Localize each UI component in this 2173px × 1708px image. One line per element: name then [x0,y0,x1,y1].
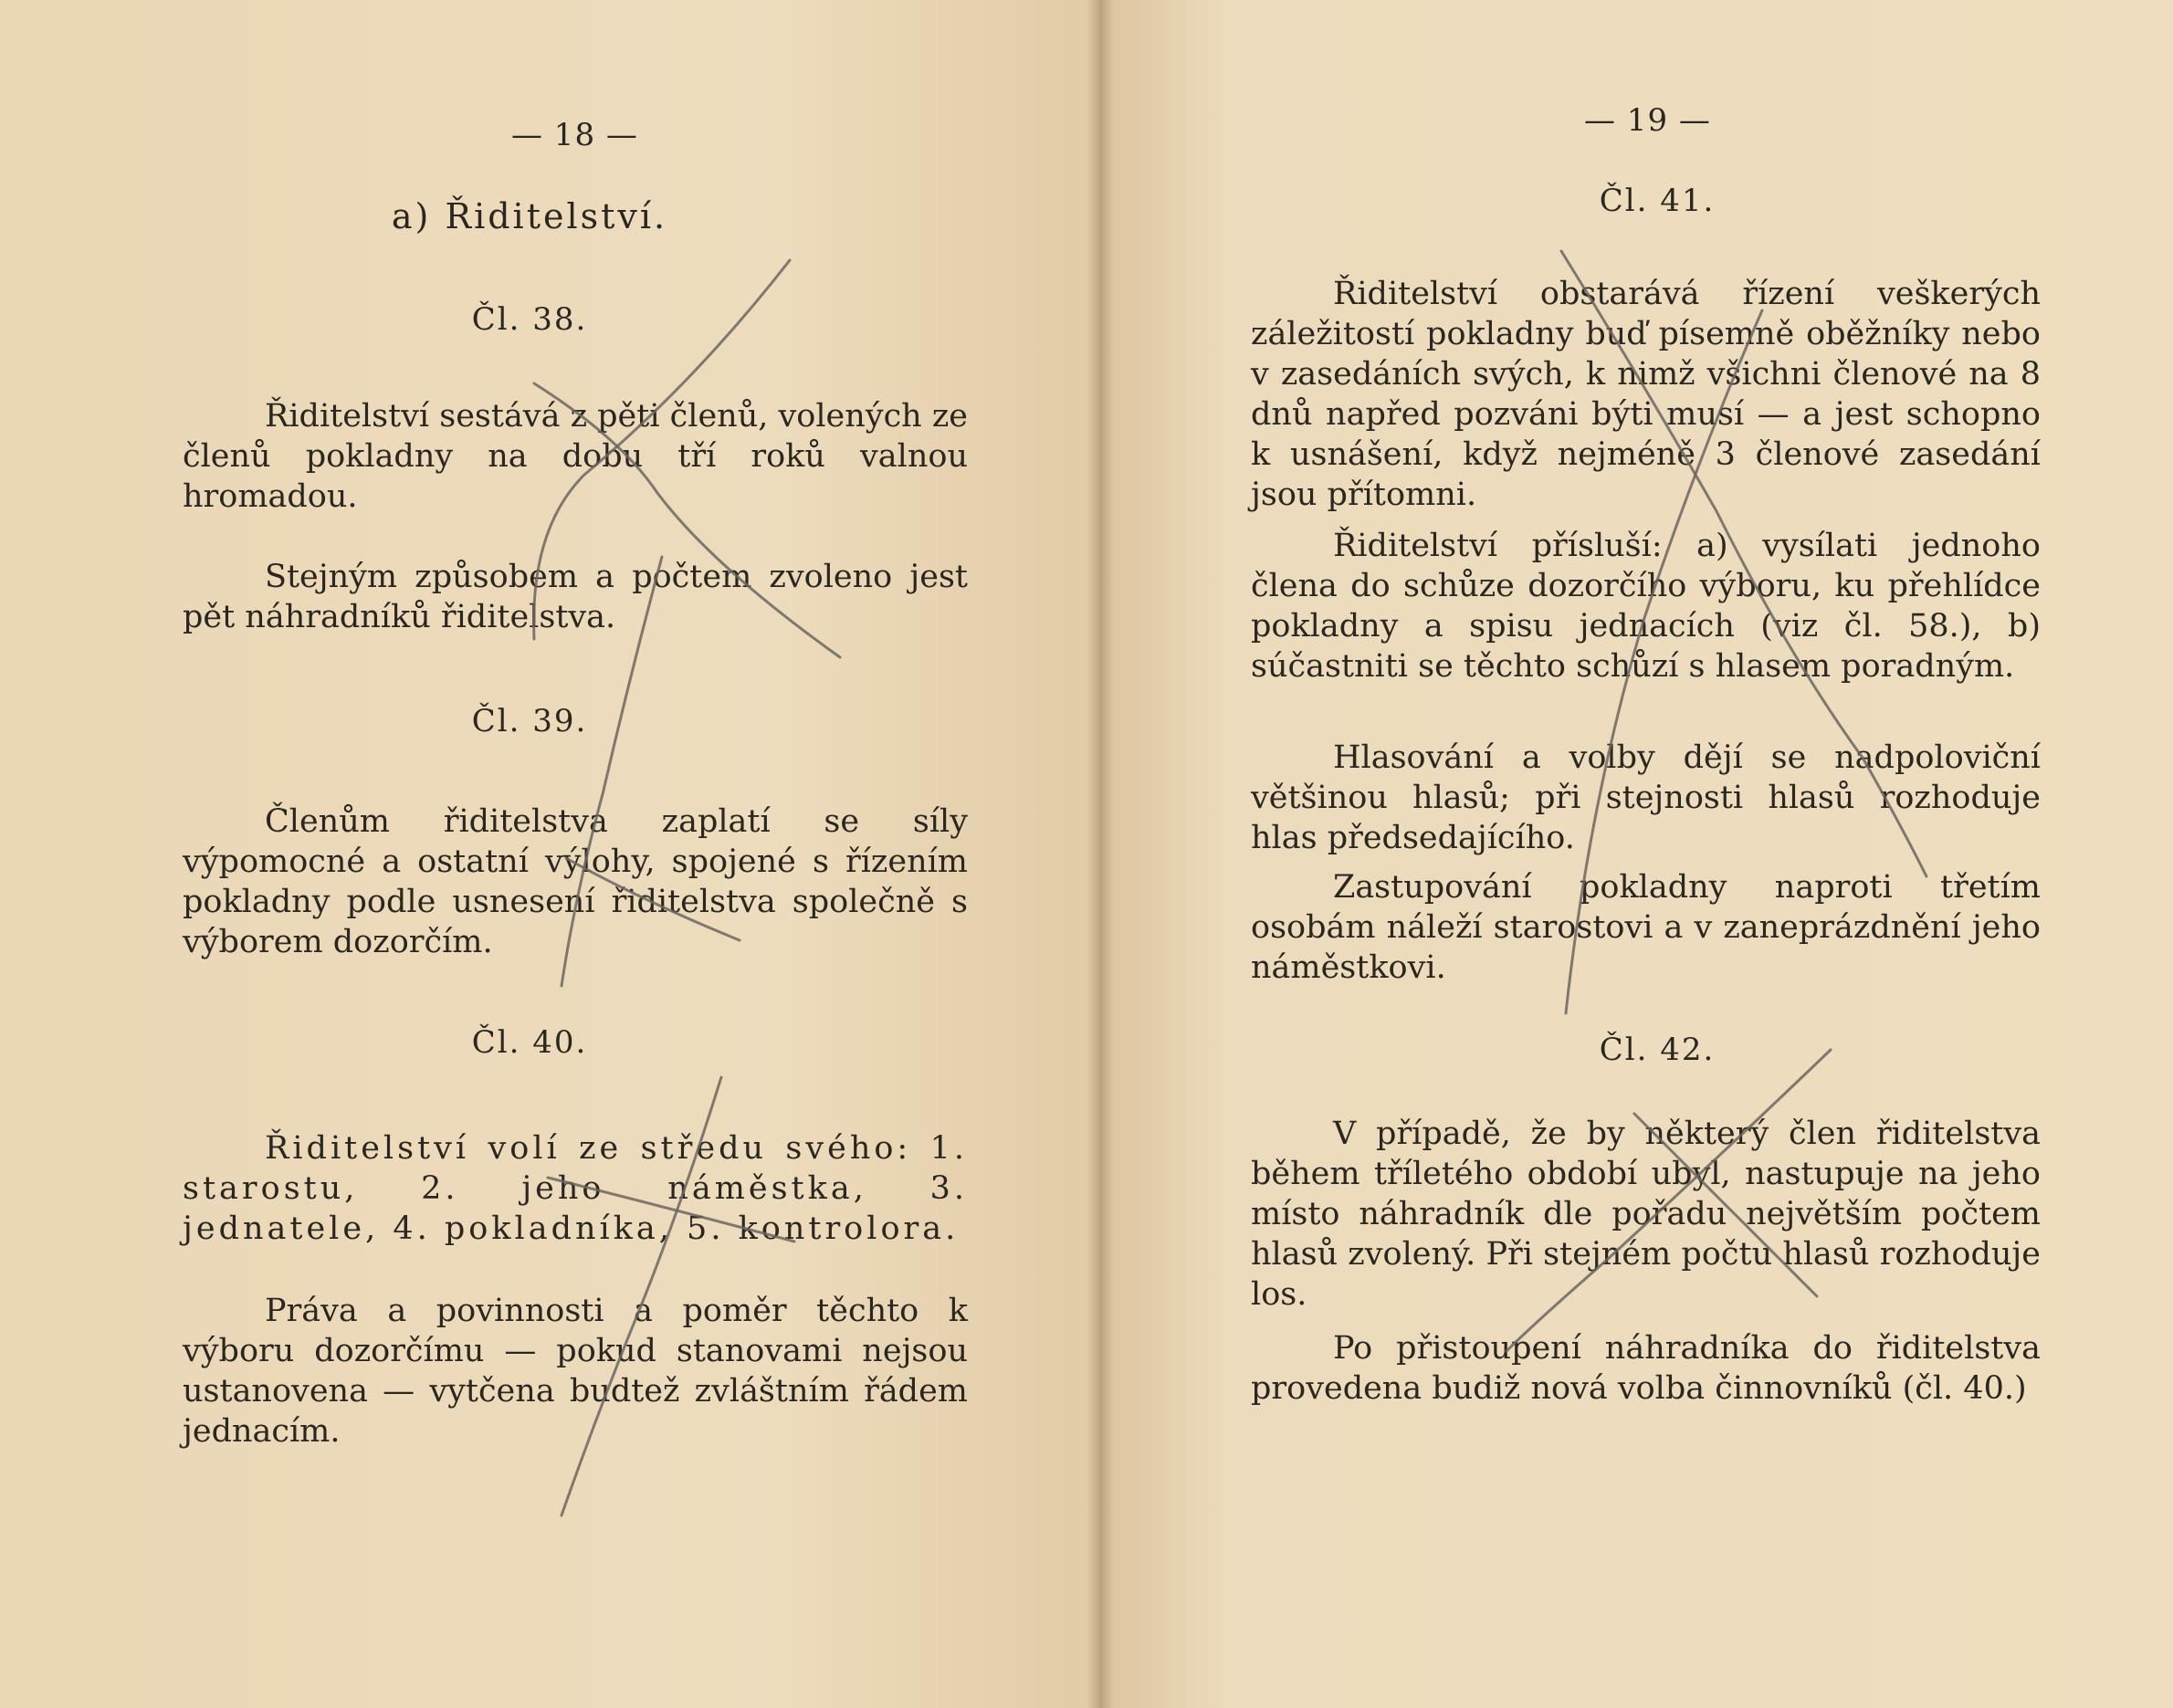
article-42-paragraph-1: V případě, že by některý člen řiditelstva během tříletého období ubyl, nastupuje na jeho místo náhradník dle pořadu největším počtem hlasů zvolený. Při stejném počtu hlasů rozhoduje los. [1251,1116,2041,1313]
article-40-title: Čl. 40. [471,1024,588,1061]
article-38-paragraph-2: Stejným způsobem a počtem zvoleno jest pět náhradníků řiditelstva. [183,559,968,635]
article-39-title: Čl. 39. [471,703,588,739]
article-41-paragraph-3: Hlasování a volby dějí se nadpoloviční většinou hlasů; při stejnosti hlasů rozhoduje hlas předsedajícího. [1251,739,2041,856]
article-39-paragraph-1: Členům řiditelstva zaplatí se síly výpomocné a ostatní výlohy, spojené s řízením pokladny podle usnesení řiditelstva společně s výborem dozorčím. [183,803,968,960]
article-40-paragraph-1: Řiditelství volí ze středu svého: 1. starostu, 2. jeho náměstka, 3. jednatele, 4. pokladníka, 5. kontrolora. [183,1130,968,1247]
article-38-paragraph-1: Řiditelství sestává z pěti členů, volených ze členů pokladny na dobu tří roků valnou hromadou. [183,398,968,515]
page-number-right: — 19 — [1584,102,1711,139]
article-41-paragraph-4: Zastupování pokladny naproti třetím osobám náleží starostovi a v zaneprázdnění jeho náměstkovi. [1251,869,2041,986]
article-38-title: Čl. 38. [471,301,588,338]
page-number-left: — 18 — [511,117,638,153]
article-41-paragraph-2: Řiditelství přísluší: a) vysílati jednoho člena do schůze dozorčího výboru, ku přehlídce pokladny a spisu jednacích (viz čl. 58.), b) súčastniti se těchto schůzí s hlasem poradným. [1251,528,2041,685]
article-42-title: Čl. 42. [1599,1032,1716,1068]
article-41-paragraph-1: Řiditelství obstarává řízení veškerých záležitostí pokladny buď písemně oběžníky nebo v zasedáních svých, k nimž všichni členové na 8 dnů napřed pozváni býti musí — a jest schopno k usnášení, když nejméně 3 členové zasedání jsou přítomni. [1251,276,2041,513]
section-heading: a) Řiditelství. [391,196,668,236]
article-42-paragraph-2: Po přistoupení náhradníka do řiditelstva provedena budiž nová volba činnovníků (čl. 40.) [1251,1330,2041,1407]
book-gutter [1086,0,1114,1708]
article-41-title: Čl. 41. [1599,183,1716,219]
article-40-paragraph-2: Práva a povinnosti a poměr těchto k výboru dozorčímu — pokud stanovami nejsou ustanovena — vytčena budtež zvláštním řádem jednacím. [183,1293,968,1450]
